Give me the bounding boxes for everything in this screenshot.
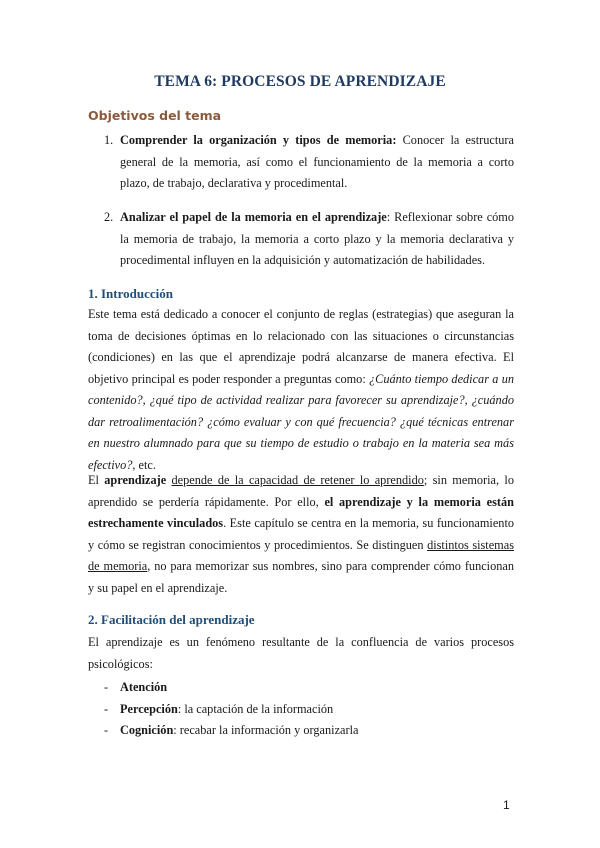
page-title: TEMA 6: PROCESOS DE APRENDIZAJE bbox=[154, 73, 446, 90]
objective-description: Conocer la estructura general de la memoria, así como el funcionamiento de la memoria a corto plazo, de trabajo, declarativa y procedimental. bbox=[120, 133, 514, 190]
section-heading-facilitacion: 2. Facilitación del aprendizaje bbox=[88, 612, 255, 627]
objective-title: Analizar el papel de la memoria en el aprendizaje bbox=[120, 210, 387, 224]
objective-title: Comprender la organización y tipos de memoria: bbox=[120, 133, 397, 147]
facilitation-intro: El aprendizaje es un fenómeno resultante de la confluencia de varios procesos psicológicos: bbox=[88, 635, 514, 671]
list-item: - Percepción: la captación de la información bbox=[104, 701, 334, 716]
objective-number: 2. bbox=[104, 210, 114, 224]
underlined-phrase: depende de la capacidad de retener lo aprendido bbox=[171, 473, 424, 487]
objective-number: 1. bbox=[104, 133, 114, 147]
list-item: - Atención bbox=[104, 680, 168, 694]
list-item: - Cognición: recabar la información y organizarla bbox=[104, 723, 359, 737]
objectives-heading: Objetivos del tema bbox=[88, 108, 222, 123]
intro-questions: ¿Cuánto tiempo dedicar a un contenido?, ¿qué tipo de actividad realizar para favorecer su aprendizaje?, ¿cuándo dar retroalimentación? ¿cómo evaluar y con qué frecuencia? ¿qué técnicas entrenar en nuestro alumnado para que su tiempo de estudio o trabajo en la materia sea más efectivo? bbox=[88, 371, 514, 472]
objective-item bbox=[88, 130, 514, 195]
objective-item bbox=[88, 207, 514, 272]
section-heading-introduccion: 1. Introducción bbox=[88, 286, 173, 301]
memory-paragraph: El aprendizaje depende de la capacidad de retener lo aprendido; sin memoria, lo aprendido se perdería rápidamente. Por ello, el aprendizaje y la memoria están estrechamente vinculados. Este capítulo se centra en la memoria, su funcionamiento y cómo se registran conocimientos y procedimientos. Se distinguen distintos sistemas de memoria, no para memorizar sus nombres, sino para comprender cómo funcionan y su papel en el aprendizaje. bbox=[88, 473, 515, 595]
intro-paragraph: Este tema está dedicado a conocer el conjunto de reglas (estrategias) que aseguran la toma de decisiones óptimas en lo relacionado con las situaciones o circunstancias (condiciones) en las que el aprendizaje podrá alcanzarse de manera efectiva. El objetivo principal es poder responder a preguntas como: ¿Cuánto tiempo dedicar a un contenido?, ¿qué tipo de actividad realizar para favorecer su aprendizaje?, ¿cuándo dar retroalimentación? ¿cómo evaluar y con qué frecuencia? ¿qué técnicas entrenar en nuestro alumnado para que su tiempo de estudio o trabajo en la materia sea más efectivo?, etc. bbox=[88, 307, 514, 472]
objective-description: : Reflexionar sobre cómo la memoria de trabajo, la memoria a corto plazo y la memoria declarativa y procedimental influyen en la adquisición y automatización de habilidades. bbox=[120, 210, 515, 267]
underlined-phrase: distintos sistemas de memoria bbox=[88, 537, 514, 573]
page-number: 1 bbox=[503, 798, 510, 812]
process-list bbox=[88, 677, 514, 742]
